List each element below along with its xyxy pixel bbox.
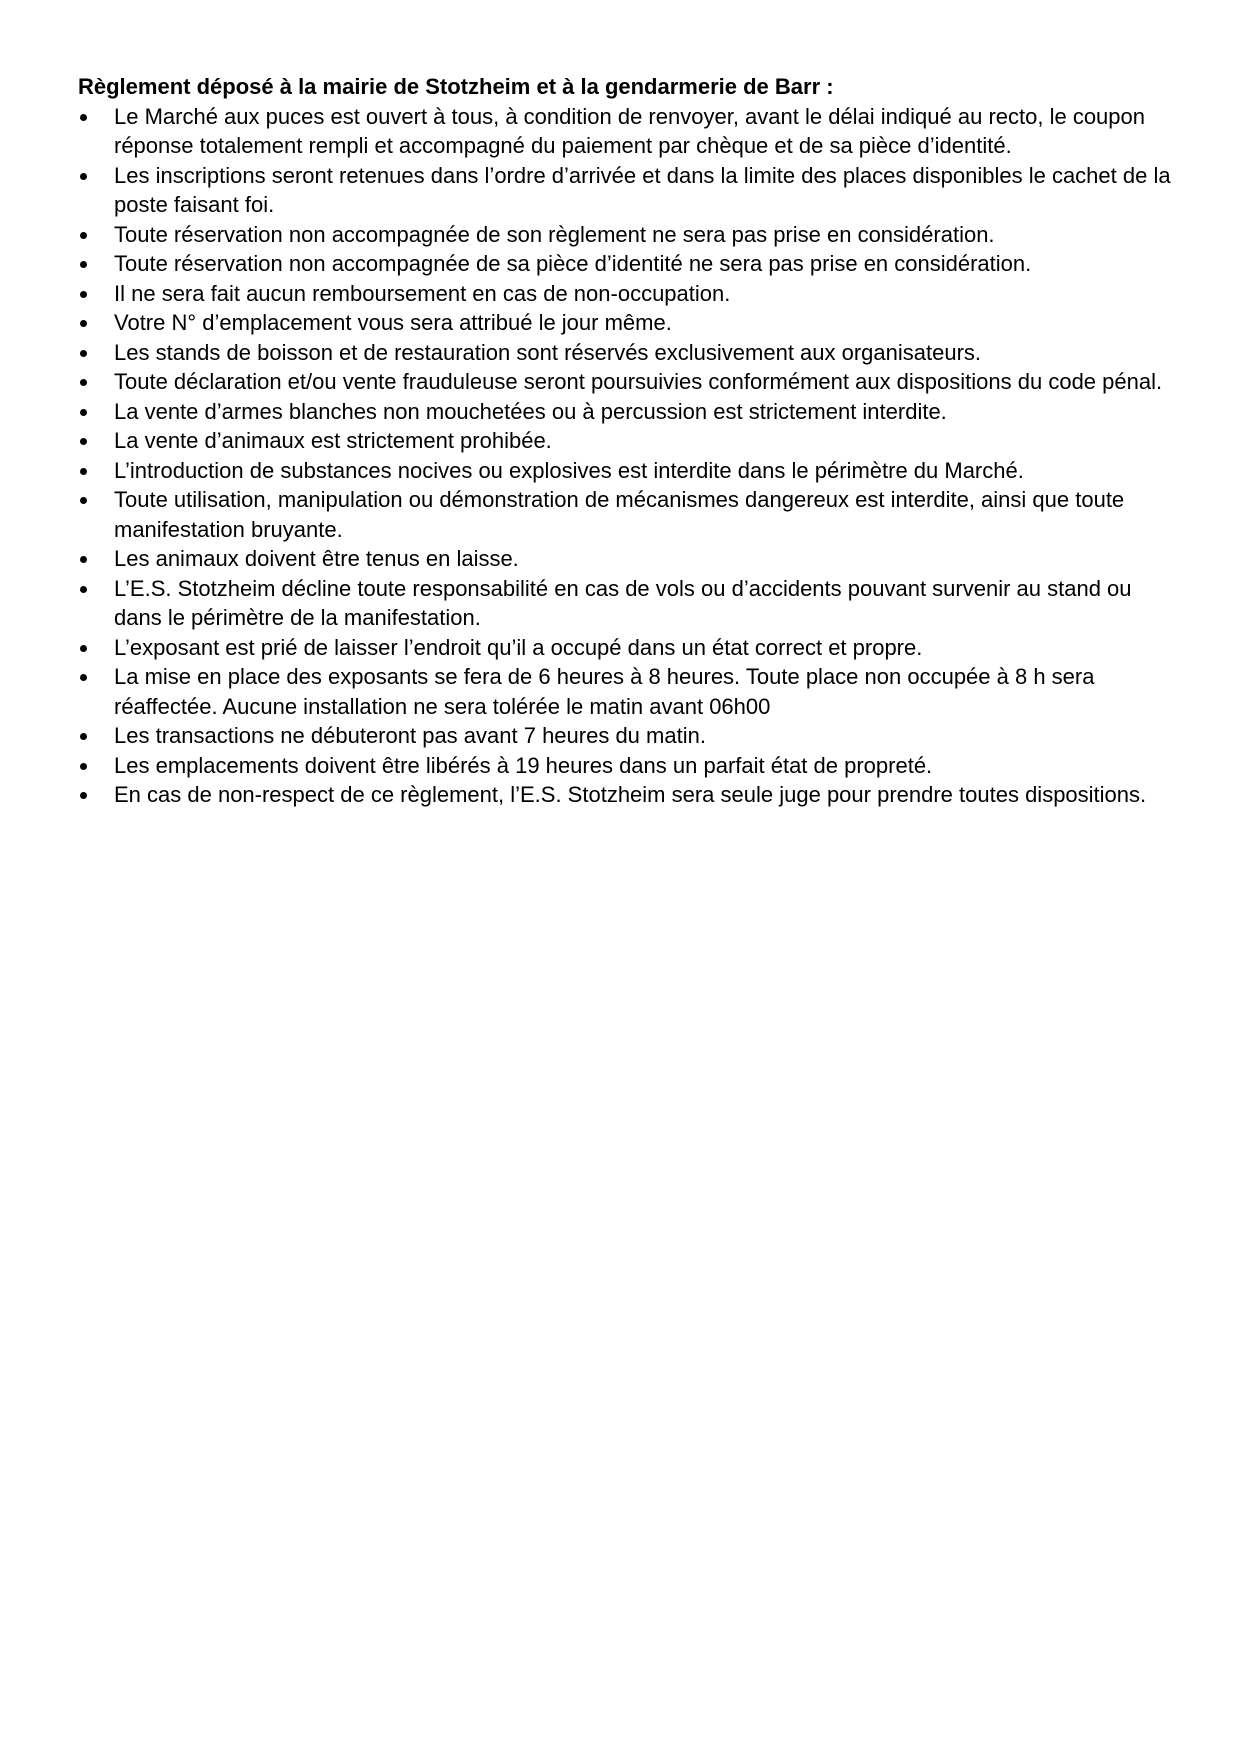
bullet-icon (78, 751, 114, 781)
bullet-icon (78, 574, 114, 604)
rule-item (78, 249, 1178, 279)
rule-item (78, 397, 1178, 427)
rule-text: Les animaux doivent être tenus en laisse. (114, 546, 519, 571)
rule-item (78, 456, 1178, 486)
bullet-icon (78, 397, 114, 427)
bullet-icon (78, 249, 114, 279)
bullet-icon (78, 633, 114, 663)
rule-text: En cas de non-respect de ce règlement, l’E.S. Stotzheim sera seule juge pour prendre toutes dispositions. (114, 782, 1147, 807)
rule-item (78, 161, 1178, 220)
bullet-icon (78, 338, 114, 368)
rule-item (78, 220, 1178, 250)
rule-item (78, 308, 1178, 338)
bullet-icon (78, 367, 114, 397)
bullet-icon (78, 279, 114, 309)
bullet-icon (78, 544, 114, 574)
rule-item (78, 102, 1178, 161)
rule-item (78, 662, 1178, 721)
rule-item (78, 426, 1178, 456)
bullet-icon (78, 721, 114, 751)
bullet-icon (78, 308, 114, 338)
rule-text: Toute utilisation, manipulation ou démonstration de mécanismes dangereux est interdite, ainsi que toute manifestation bruyante. (114, 487, 1125, 542)
bullet-icon (78, 220, 114, 250)
rule-item (78, 751, 1178, 781)
bullet-icon (78, 662, 114, 692)
rule-item (78, 544, 1178, 574)
document-heading: Règlement déposé à la mairie de Stotzheim et à la gendarmerie de Barr : (78, 74, 834, 99)
rule-text: Toute réservation non accompagnée de son règlement ne sera pas prise en considération. (114, 221, 995, 247)
rule-text: Toute déclaration et/ou vente frauduleuse seront poursuivies conformément aux dispositions du code pénal. (114, 369, 1163, 394)
bullet-icon (78, 102, 114, 132)
rule-item (78, 367, 1178, 397)
rule-item (78, 633, 1178, 663)
rule-text: L’introduction de substances nocives ou explosives est interdite dans le périmètre du Marché. (114, 457, 1024, 483)
rule-text: Les emplacements doivent être libérés à 19 heures dans un parfait état de propreté. (114, 752, 933, 778)
rule-item (78, 780, 1178, 810)
rule-text: L’E.S. Stotzheim décline toute responsabilité en cas de vols ou d’accidents pouvant survenir au stand ou dans le périmètre de la manifestation. (114, 575, 1132, 630)
rule-text: L’exposant est prié de laisser l’endroit qu’il a occupé dans un état correct et propre. (114, 634, 923, 660)
rule-text: Votre N° d’emplacement vous sera attribué le jour même. (114, 310, 672, 335)
bullet-icon (78, 456, 114, 486)
bullet-icon (78, 426, 114, 456)
document-page (78, 72, 1178, 810)
rule-item (78, 279, 1178, 309)
rule-text: La mise en place des exposants se fera de 6 heures à 8 heures. Toute place non occupée à 8 h sera réaffectée. Aucune installation ne sera tolérée le matin avant 06h00 (114, 664, 1095, 719)
rule-text: Les inscriptions seront retenues dans l’ordre d’arrivée et dans la limite des places disponibles le cachet de la poste faisant foi. (114, 162, 1171, 217)
rules-list (78, 102, 1178, 810)
rule-item (78, 338, 1178, 368)
rule-item (78, 721, 1178, 751)
rule-text: Il ne sera fait aucun remboursement en cas de non-occupation. (114, 280, 731, 306)
rule-item (78, 485, 1178, 544)
rule-text: Le Marché aux puces est ouvert à tous, à condition de renvoyer, avant le délai indiqué au recto, le coupon réponse totalement rempli et accompagné du paiement par chèque et de sa pièce d’identité. (114, 103, 1145, 158)
bullet-icon (78, 161, 114, 191)
rule-item (78, 574, 1178, 633)
rule-text: Les transactions ne débuteront pas avant 7 heures du matin. (114, 723, 706, 748)
bullet-icon (78, 780, 114, 810)
rule-text: La vente d’animaux est strictement prohibée. (114, 428, 552, 453)
bullet-icon (78, 485, 114, 515)
rule-text: Les stands de boisson et de restauration sont réservés exclusivement aux organisateurs. (114, 339, 982, 365)
rule-text: La vente d’armes blanches non mouchetées ou à percussion est strictement interdite. (114, 398, 947, 424)
rule-text: Toute réservation non accompagnée de sa pièce d’identité ne sera pas prise en considération. (114, 251, 1032, 276)
